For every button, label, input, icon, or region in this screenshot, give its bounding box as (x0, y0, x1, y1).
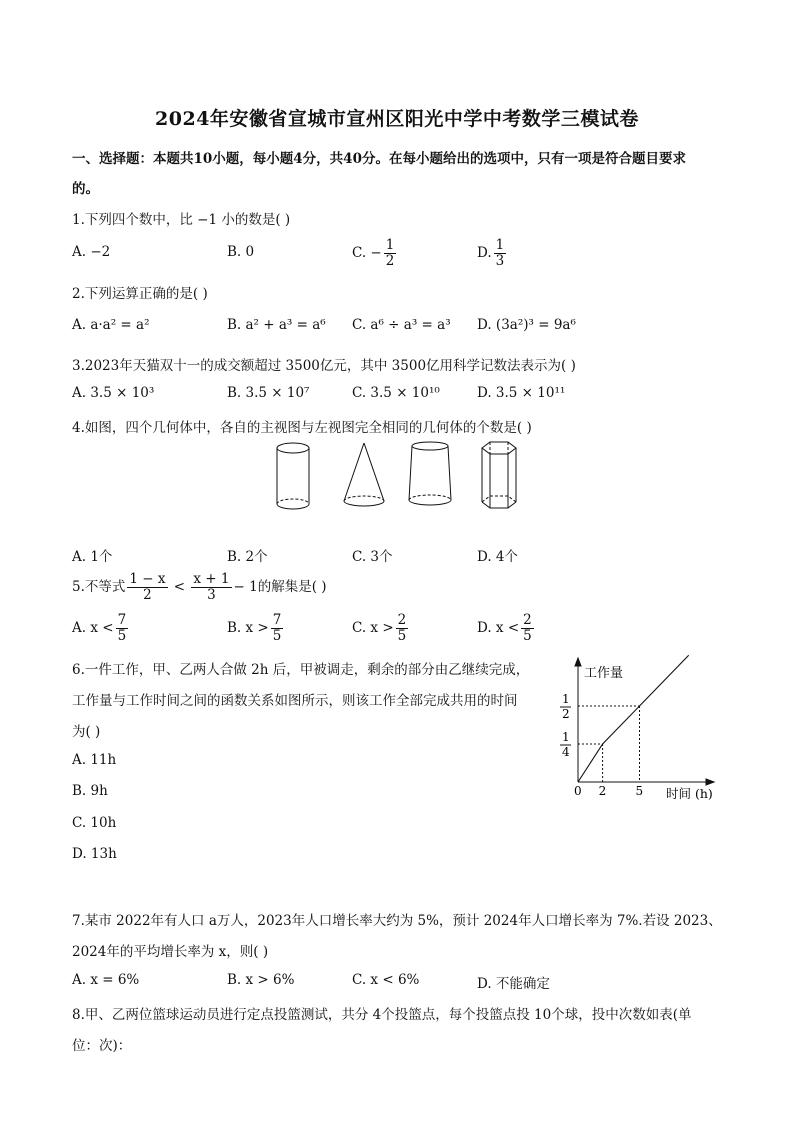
q8-line2: 位：次)： (72, 1038, 132, 1054)
q6-option-a: A. 11h (72, 752, 117, 768)
page-title: 2024年安徽省宣城市宣州区阳光中学中考数学三模试卷 (155, 108, 639, 130)
origin-label: 0 (574, 784, 582, 798)
q7-line2: 2024年的平均增长率为 x，则( ) (72, 944, 269, 960)
q7-option-a: A. x = 6% (72, 972, 140, 988)
q5-option-b: B. x > $\frac{7}{5}$ (227, 612, 282, 644)
svg-text:2: 2 (562, 707, 570, 721)
q2-option-a: A. a·a² = a² (72, 317, 150, 333)
q1-option-d: D. $\frac{1}{3}$ (477, 237, 505, 269)
cone-figure (344, 443, 384, 506)
q5-option-d: D. x < $\frac{2}{5}$ (477, 612, 532, 644)
cylinder-figure (277, 443, 309, 509)
q6-option-b: B. 9h (72, 783, 108, 799)
hex-prism-figure (482, 442, 516, 508)
x-axis-arrow-icon (706, 779, 714, 785)
q2-option-b: B. a² + a³ = a⁶ (227, 317, 326, 333)
y-axis-arrow-icon (575, 658, 581, 666)
section-heading-cont: 的。 (72, 181, 99, 197)
y-tick-label-quarter (560, 730, 571, 759)
q4-option-b: B. 2个 (227, 549, 268, 565)
section-heading: 一、选择题：本题共10小题，每小题4分，共40分。在每小题给出的选项中，只有一项是符合题目要求 (72, 151, 686, 167)
q3-option-c: C. 3.5 × 10¹⁰ (352, 385, 440, 401)
q3-option-b: B. 3.5 × 10⁷ (227, 385, 310, 401)
q1-stem: 1.下列四个数中，比 −1 小的数是( ) (72, 212, 291, 228)
q8-line1: 8.甲、乙两位篮球运动员进行定点投篮测试，共分 4个投篮点，每个投篮点投 10个球，投中次数如表(单 (72, 1007, 692, 1023)
y-axis-label: 工作量 (584, 666, 624, 681)
q5-stem: 5.不等式 $\frac{1 - x}{2}$ < $\frac{x + 1}{3}$ − 1的解集是( ) (72, 571, 327, 603)
q2-stem: 2.下列运算正确的是( ) (72, 286, 208, 302)
q4-option-a: A. 1个 (72, 549, 113, 565)
q7-option-b: B. x > 6% (227, 972, 295, 988)
q4-option-c: C. 3个 (352, 549, 393, 565)
x-axis-label: 时间 (h) (666, 786, 713, 801)
q3-stem: 3.2023年天猫双十一的成交额超过 3500亿元，其中 3500亿用科学记数法表示为( ) (72, 358, 576, 374)
q5-option-a: A. x < $\frac{7}{5}$ (72, 612, 127, 644)
q6-option-d: D. 13h (72, 846, 117, 862)
q6-option-c: C. 10h (72, 815, 117, 831)
q5-option-c: C. x > $\frac{2}{5}$ (352, 612, 407, 644)
q6-line3: 为( ) (72, 724, 101, 740)
q6-line2: 工作量与工作时间之间的函数关系如图所示，则该工作全部完成共用的时间 (72, 693, 518, 709)
frustum-figure (409, 442, 451, 505)
svg-text:1: 1 (562, 692, 570, 706)
solids-figure (268, 440, 528, 516)
svg-text:1: 1 (562, 730, 570, 744)
q7-line1: 7.某市 2022年有人口 a万人，2023年人口增长率大约为 5%，预计 2024年人口增长率为 7%.若设 2023、 (72, 913, 722, 929)
work-time-graph (548, 652, 728, 804)
q7-option-d: D. 不能确定 (477, 976, 550, 992)
q7-option-c: C. x < 6% (352, 972, 420, 988)
x-tick-label-2: 2 (598, 784, 607, 798)
q4-option-d: D. 4个 (477, 549, 519, 565)
q1-option-c: C. − $\frac{1}{2}$ (352, 237, 395, 269)
q3-option-d: D. 3.5 × 10¹¹ (477, 385, 566, 401)
q2-option-d: D. (3a²)³ = 9a⁶ (477, 317, 576, 333)
q4-stem: 4.如图，四个几何体中，各自的主视图与左视图完全相同的几何体的个数是( ) (72, 420, 532, 436)
q3-option-a: A. 3.5 × 10³ (72, 385, 155, 401)
q2-option-c: C. a⁶ ÷ a³ = a³ (352, 317, 451, 333)
y-tick-label-half (560, 692, 571, 721)
svg-text:4: 4 (562, 745, 570, 759)
x-tick-label-5: 5 (635, 784, 644, 798)
q1-option-b: B. 0 (227, 244, 255, 260)
q1-option-a: A. −2 (72, 244, 111, 260)
q6-line1: 6.一件工作，甲、乙两人合做 2h 后，甲被调走，剩余的部分由乙继续完成， (72, 662, 530, 678)
